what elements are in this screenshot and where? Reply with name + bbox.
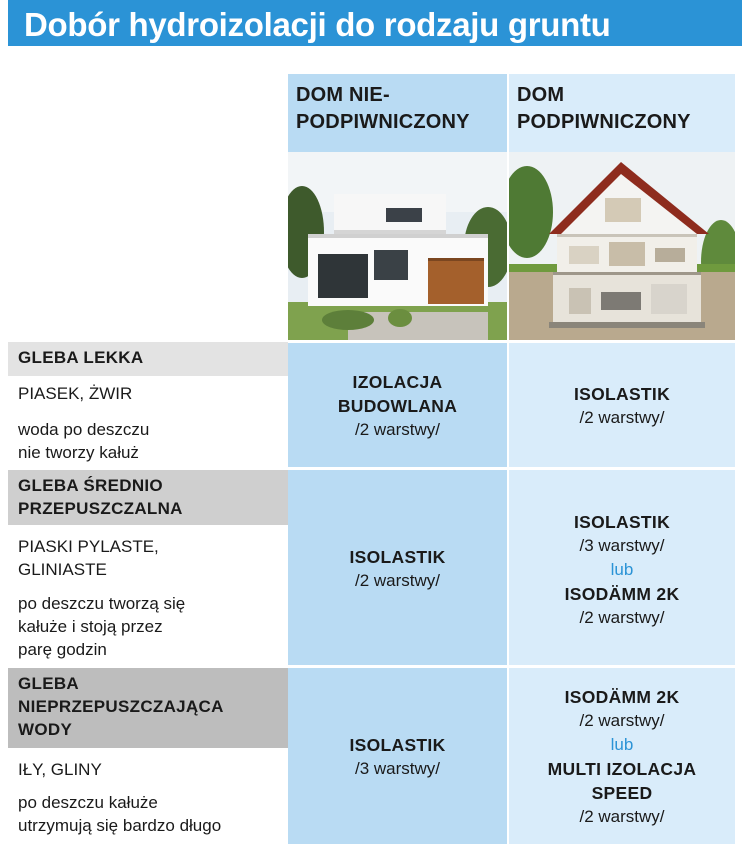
product-name: IZOLACJA <box>352 372 443 392</box>
row-header-light-soil <box>8 342 288 376</box>
product-name: ISOLASTIK <box>573 512 671 532</box>
soil-type-line: PIASKI PYLASTE, <box>18 537 159 556</box>
soil-description-line: po deszczu kałuże <box>18 793 158 812</box>
row-header-line: PRZEPUSZCZALNA <box>18 499 183 518</box>
product-name: MULTI IZOLACJA <box>547 759 697 779</box>
title-bar <box>8 0 742 46</box>
soil-description <box>18 791 280 837</box>
recommendation-impermeable-non-basement <box>288 733 507 781</box>
product-name: ISODÄMM 2K <box>564 584 680 604</box>
soil-description-line: utrzymują się bardzo długo <box>18 816 222 835</box>
layer-count: /2 warstwy/ <box>579 608 665 627</box>
house-with-basement-illustration <box>509 152 735 340</box>
house-without-basement-illustration <box>288 152 507 340</box>
row-header-impermeable-soil <box>8 668 288 748</box>
layer-count: /2 warstwy/ <box>579 807 665 826</box>
row-header-line: GLEBA ŚREDNIO <box>18 476 163 495</box>
product-name: ISOLASTIK <box>349 547 446 567</box>
product-name: BUDOWLANA <box>337 396 458 416</box>
column-header-line: DOM NIE- <box>296 84 390 106</box>
recommendation-impermeable-basement <box>509 685 735 829</box>
soil-description <box>18 592 280 661</box>
column-header-line: DOM <box>517 84 565 106</box>
soil-description-line: kałuże i stoją przez <box>18 617 163 636</box>
recommendation-medium-non-basement <box>288 545 507 593</box>
column-header-non-basement <box>296 82 506 136</box>
column-header-line: PODPIWNICZONY <box>296 111 470 133</box>
row-header-line: GLEBA <box>18 674 79 693</box>
soil-description-line: woda po deszczu <box>18 420 150 439</box>
soil-description-line: po deszczu tworzą się <box>18 594 186 613</box>
alternative-connector: lub <box>610 560 634 579</box>
layer-count: /2 warstwy/ <box>579 408 665 427</box>
soil-type <box>18 382 280 405</box>
row-header-line: WODY <box>18 720 73 739</box>
soil-description-line: parę godzin <box>18 640 107 659</box>
soil-type <box>18 535 280 581</box>
soil-description <box>18 418 280 464</box>
soil-type-line: PIASEK, ŻWIR <box>18 384 133 403</box>
soil-description-line: nie tworzy kałuż <box>18 443 139 462</box>
recommendation-light-basement <box>509 382 735 430</box>
recommendation-light-non-basement <box>288 370 507 442</box>
layer-count: /2 warstwy/ <box>354 420 441 439</box>
product-name: SPEED <box>591 783 653 803</box>
row-header-line: NIEPRZEPUSZCZAJĄCA <box>18 697 224 716</box>
layer-count: /2 warstwy/ <box>354 571 441 590</box>
row-header-medium-soil <box>8 470 288 525</box>
column-header-basement <box>517 82 732 136</box>
column-header-line: PODPIWNICZONY <box>517 111 691 133</box>
product-name: ISODÄMM 2K <box>564 687 680 707</box>
row-header-line: GLEBA LEKKA <box>18 348 144 367</box>
soil-type <box>18 758 280 781</box>
product-name: ISOLASTIK <box>349 735 446 755</box>
alternative-connector: lub <box>610 735 634 754</box>
soil-type-line: IŁY, GLINY <box>18 760 102 779</box>
product-name: ISOLASTIK <box>573 384 671 404</box>
layer-count: /3 warstwy/ <box>354 759 441 778</box>
photo-house-with-basement <box>509 152 735 340</box>
photo-house-without-basement <box>288 152 507 340</box>
page-title: Dobór hydroizolacji do rodzaju gruntu <box>24 6 611 43</box>
soil-type-line: GLINIASTE <box>18 560 107 579</box>
recommendation-medium-basement <box>509 510 735 630</box>
layer-count: /2 warstwy/ <box>579 711 665 730</box>
layer-count: /3 warstwy/ <box>579 536 665 555</box>
